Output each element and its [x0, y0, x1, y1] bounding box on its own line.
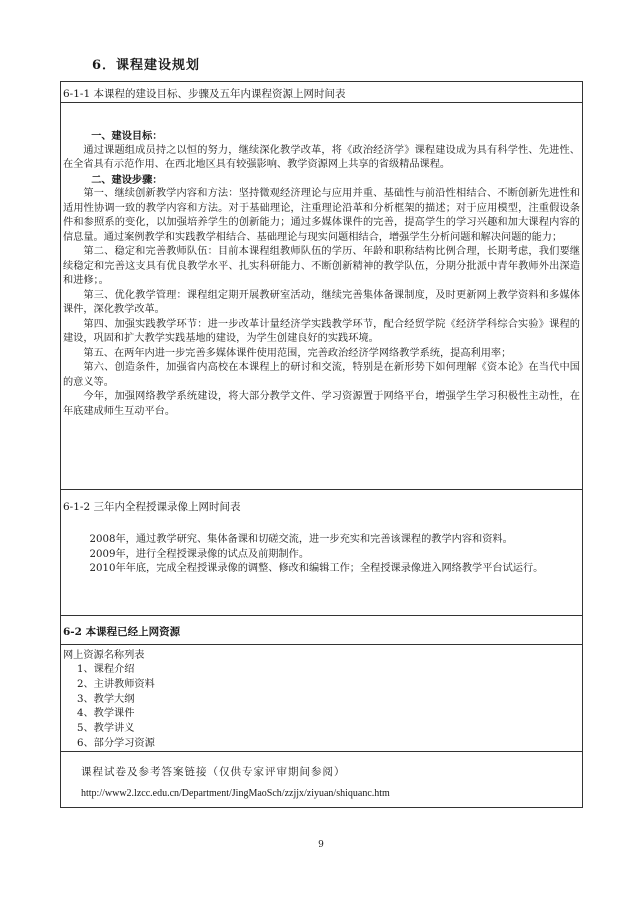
timeline-item: 2009年，进行全程授课录像的试点及前期制作。 — [89, 548, 310, 560]
row-divider — [61, 644, 582, 645]
resource-list-title: 网上资源名称列表 — [63, 650, 145, 661]
construction-plan — [63, 129, 580, 419]
exam-note: 课程试卷及参考答案链接（仅供专家评审期间参阅） — [81, 766, 346, 778]
subsection-title-6-1-1: 6-1-1 本课程的建设目标、步骤及五年内课程资源上网时间表 — [63, 88, 346, 100]
goal-text: 通过课题组成员持之以恒的努力，继续深化教学改革，将《政治经济学》课程建设成为具有科学性、先进性、在全省具有示范作用、在西北地区具有较强影响、教学资源网上共享的省级精品课程。 — [63, 144, 580, 170]
step-paragraph: 第四、加强实践教学环节：进一步改革计量经济学实践教学环节，配合经贸学院《经济学科综合实验》课程的建设，巩固和扩大教学实践基地的建设，为学生创建良好的实践环境。 — [63, 318, 580, 344]
step-paragraph: 第五、在两年内进一步完善多媒体课件使用范围，完善政治经济学网络教学系统，提高利用率； — [83, 347, 512, 359]
goal-label: 一、建设目标： — [91, 130, 163, 142]
steps-label: 二、建设步骤： — [91, 173, 163, 186]
page-number: 9 — [318, 840, 324, 850]
resource-item: 4、教学课件 — [77, 708, 135, 720]
plan-table — [60, 81, 583, 808]
step-paragraph: 第二、稳定和完善教师队伍：目前本课程组教师队伍的学历、年龄和职称结构比例合理，长期考虑，我们要继续稳定和完善这支具有优良教学水平、扎实科研能力、不断创新精神的教学队伍，分期分批派中青年教师外出深造和进修；。 — [63, 246, 580, 286]
timeline-item: 2008年，通过教学研究、集体备课和切磋交流，进一步充实和完善该课程的教学内容和资料。 — [89, 534, 513, 545]
subsection-title-6-1-2: 6-1-2 三年内全程授课录像上网时间表 — [63, 501, 241, 513]
resource-item: 6、部分学习资源 — [77, 737, 155, 749]
row-divider — [61, 751, 582, 752]
row-divider — [61, 489, 582, 490]
section-heading: 6．课程建设规划 — [92, 58, 201, 73]
video-timeline — [63, 533, 580, 577]
step-paragraph: 今年，加强网络教学系统建设，将大部分教学文件、学习资源置于网络平台，增强学生学习积极性主动性，在年底建成师生互动平台。 — [63, 391, 580, 417]
row-divider — [61, 615, 582, 616]
resource-item: 2、主讲教师资料 — [77, 678, 155, 690]
subsection-title-6-2: 6-2 本课程已经上网资源 — [63, 626, 181, 638]
resource-item: 1、课程介绍 — [77, 664, 135, 675]
row-divider — [61, 102, 582, 103]
resource-list — [63, 663, 155, 752]
step-paragraph: 第一、继续创新教学内容和方法：坚持微观经济理论与应用并重、基础性与前沿性相结合、不断创新先进性和适用性协调一致的教学内容和方法。对于基础理论，注重理论沿革和分析框架的描述；对于应用模型，注重假设条件和参照系的变化，以加强培养学生的创新能力；通过多媒体课件的完善，提高学生的学习兴趣和加大课程内容的信息量。通过案例教学和实践教学相结合、基础理论与现实问题相结合，增强学生分析问题和解决问题的能力； — [63, 188, 580, 243]
exam-link[interactable]: http://www2.lzcc.edu.cn/Department/JingMaoSch/zzjjx/ziyuan/shiquanc.htm — [81, 788, 390, 799]
step-paragraph: 第三、优化教学管理：课程组定期开展教研室活动，继续完善集体备课制度，及时更新网上教学资料和多媒体课件，深化教学改革。 — [63, 289, 580, 315]
step-paragraph: 第六、创造条件，加强省内高校在本课程上的研讨和交流，特别是在新形势下如何理解《资本论》在当代中国的意义等。 — [63, 362, 580, 388]
resource-item: 3、教学大纲 — [77, 693, 135, 705]
timeline-item: 2010年年底，完成全程授课录像的调整、修改和编辑工作；全程授课录像进入网络教学平台试运行。 — [89, 563, 544, 574]
resource-item: 5、教学讲义 — [77, 723, 135, 735]
